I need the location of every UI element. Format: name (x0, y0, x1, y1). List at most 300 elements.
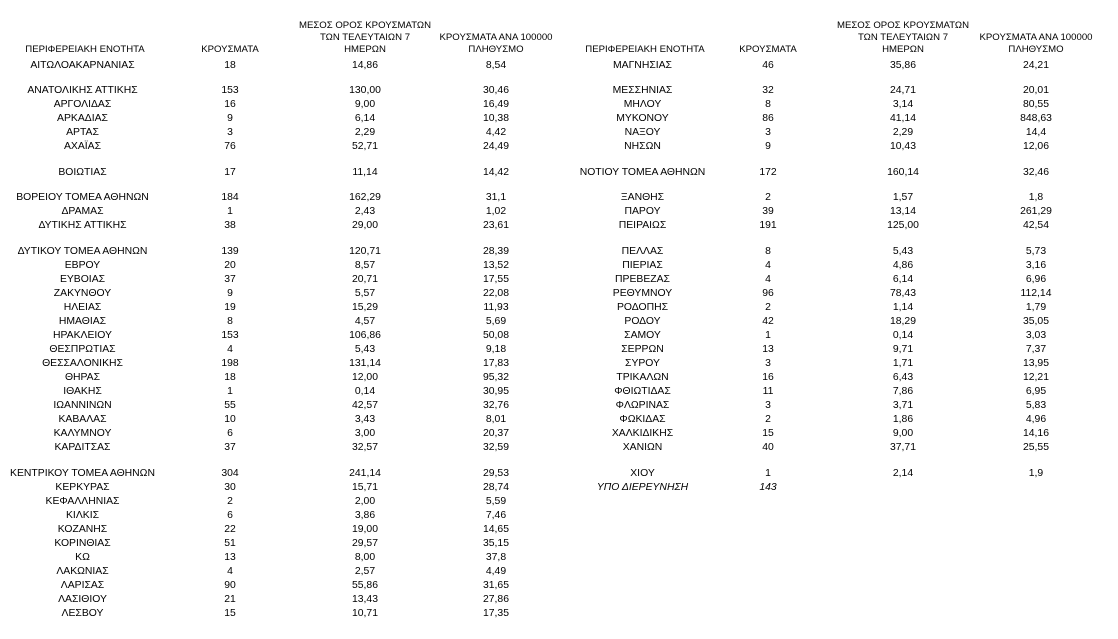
table-row (560, 140, 1118, 153)
cell-cases: 15 (224, 608, 236, 619)
table-row (0, 259, 560, 272)
cell-avg7: 8,57 (354, 260, 376, 271)
cell-region: ΣΑΜΟΥ (624, 330, 661, 341)
table-row (560, 343, 1118, 356)
cell-per100k: 24,21 (1022, 60, 1049, 71)
cell-avg7: 130,00 (349, 85, 381, 96)
cell-cases: 172 (759, 167, 777, 178)
table-row (560, 259, 1118, 272)
table-row (0, 551, 560, 564)
cell-per100k: 95,32 (482, 372, 509, 383)
cell-cases: 37 (224, 442, 236, 453)
cell-per100k: 22,08 (482, 288, 509, 299)
cell-region: ΑΡΤΑΣ (66, 127, 99, 138)
cell-cases: 39 (762, 206, 774, 217)
table-row (0, 126, 560, 139)
table-row (560, 287, 1118, 300)
cell-per100k: 50,08 (482, 330, 509, 341)
cell-per100k: 20,01 (1022, 85, 1049, 96)
cell-region: ΗΡΑΚΛΕΙΟΥ (53, 330, 112, 341)
cell-region: ΧΙΟΥ (630, 468, 655, 479)
cell-region: ΦΘΙΩΤΙΔΑΣ (614, 386, 671, 397)
cell-avg7: 1,71 (892, 358, 914, 369)
cell-cases: 8 (765, 99, 771, 110)
cell-per100k: 8,54 (485, 60, 507, 71)
cell-per100k: 31,1 (485, 192, 507, 203)
cell-avg7: 160,14 (887, 167, 919, 178)
table-row (560, 112, 1118, 125)
cell-cases: 2 (227, 496, 233, 507)
cell-cases: 1 (765, 468, 771, 479)
cell-region: ΛΑΣΙΘΙΟΥ (58, 594, 107, 605)
cell-avg7: 4,86 (892, 260, 914, 271)
cell-cases: 11 (762, 386, 774, 397)
header-per100k: ΚΡΟΥΣΜΑΤΑ ΑΝΑ 100000 ΠΛΗΘΥΣΜΟ (979, 32, 1093, 55)
cell-region: ΜΥΚΟΝΟΥ (616, 113, 669, 124)
cell-per100k: 13,95 (1022, 358, 1049, 369)
cell-region: ΠΕΙΡΑΙΩΣ (618, 220, 667, 231)
table-row (560, 399, 1118, 412)
cell-per100k: 848,63 (1020, 113, 1052, 124)
cell-per100k: 35,15 (482, 538, 509, 549)
header-cases: ΚΡΟΥΣΜΑΤΑ (739, 44, 797, 55)
cell-region: ΙΘΑΚΗΣ (63, 386, 102, 397)
cell-avg7: 3,00 (354, 428, 376, 439)
cell-per100k: 4,96 (1025, 414, 1047, 425)
cell-cases: 10 (224, 414, 236, 425)
table-row (0, 495, 560, 508)
cell-avg7: 29,00 (351, 220, 378, 231)
cell-cases: 13 (762, 344, 774, 355)
cell-region: ΑΙΤΩΛΟΑΚΑΡΝΑΝΙΑΣ (30, 60, 135, 71)
cell-cases: 2 (765, 302, 771, 313)
cell-per100k: 4,42 (485, 127, 507, 138)
table-row (560, 371, 1118, 384)
cell-avg7: 5,57 (354, 288, 376, 299)
cell-per100k: 5,73 (1025, 246, 1047, 257)
cell-per100k: 1,79 (1025, 302, 1047, 313)
cell-region: ΡΟΔΟΠΗΣ (616, 302, 669, 313)
cell-cases: 46 (762, 60, 774, 71)
header-cases: ΚΡΟΥΣΜΑΤΑ (201, 44, 259, 55)
cell-per100k: 3,16 (1025, 260, 1047, 271)
cell-avg7: 18,29 (889, 316, 916, 327)
cell-region: ΔΥΤΙΚΟΥ ΤΟΜΕΑ ΑΘΗΝΩΝ (17, 246, 148, 257)
cell-avg7: 9,00 (892, 428, 914, 439)
cell-cases: 3 (765, 358, 771, 369)
cell-cases: 1 (765, 330, 771, 341)
table-row (0, 166, 560, 179)
cell-avg7: 29,57 (351, 538, 378, 549)
cell-avg7: 35,86 (889, 60, 916, 71)
table-row (0, 140, 560, 153)
cell-per100k: 14,16 (1022, 428, 1049, 439)
cell-cases: 304 (221, 468, 239, 479)
cell-cases: 2 (765, 414, 771, 425)
cell-cases: 40 (762, 442, 774, 453)
cell-cases: 3 (227, 127, 233, 138)
cell-region: ΛΑΡΙΣΑΣ (60, 580, 105, 591)
header-region: ΠΕΡΙΦΕΡΕΙΑΚΗ ΕΝΟΤΗΤΑ (25, 44, 145, 55)
cell-region: ΑΡΚΑΔΙΑΣ (57, 113, 108, 124)
table-row (560, 219, 1118, 232)
cell-region: ΣΥΡΟΥ (625, 358, 660, 369)
cell-per100k: 1,8 (1028, 192, 1044, 203)
cell-cases: 42 (762, 316, 774, 327)
cell-region: ΦΩΚΙΔΑΣ (619, 414, 666, 425)
cell-per100k: 17,83 (482, 358, 509, 369)
cell-avg7: 120,71 (349, 246, 381, 257)
table-row (560, 467, 1118, 480)
table-row (0, 427, 560, 440)
cell-region: ΝΑΞΟΥ (624, 127, 661, 138)
cell-per100k: 17,55 (482, 274, 509, 285)
cell-avg7: 3,43 (354, 414, 376, 425)
table-row (0, 607, 560, 620)
table-row (0, 315, 560, 328)
cell-region: ΜΗΛΟΥ (623, 99, 662, 110)
cell-cases: 1 (227, 206, 233, 217)
cell-cases: 3 (765, 400, 771, 411)
cell-per100k: 13,52 (482, 260, 509, 271)
cell-per100k: 7,37 (1025, 344, 1047, 355)
cell-region: ΕΒΡΟΥ (64, 260, 101, 271)
table-row (0, 219, 560, 232)
cell-region: ΠΡΕΒΕΖΑΣ (615, 274, 670, 285)
cell-region: ΑΝΑΤΟΛΙΚΗΣ ΑΤΤΙΚΗΣ (27, 85, 138, 96)
table-row (0, 593, 560, 606)
cell-per100k: 17,35 (482, 608, 509, 619)
cell-per100k: 5,59 (485, 496, 507, 507)
table-row (560, 329, 1118, 342)
cell-per100k: 37,8 (485, 552, 507, 563)
cell-per100k: 9,18 (485, 344, 507, 355)
cell-per100k: 35,05 (1022, 316, 1049, 327)
cell-avg7: 5,43 (354, 344, 376, 355)
right-table (560, 0, 1118, 639)
cell-region: ΞΑΝΘΗΣ (620, 192, 665, 203)
cell-cases: 37 (224, 274, 236, 285)
cell-cases: 4 (765, 260, 771, 271)
cell-per100k: 31,65 (482, 580, 509, 591)
cell-per100k: 24,49 (482, 141, 509, 152)
cell-avg7: 9,71 (892, 344, 914, 355)
table-row (0, 509, 560, 522)
cell-avg7: 1,14 (892, 302, 914, 313)
table-row (0, 273, 560, 286)
cell-region: ΕΥΒΟΙΑΣ (59, 274, 106, 285)
table-row (560, 357, 1118, 370)
cell-avg7: 0,14 (354, 386, 376, 397)
cell-cases: 8 (765, 246, 771, 257)
cell-cases: 32 (762, 85, 774, 96)
cell-per100k: 112,14 (1020, 288, 1052, 299)
cell-per100k: 11,93 (483, 302, 509, 313)
cell-per100k: 32,59 (482, 442, 509, 453)
cell-avg7: 2,00 (354, 496, 376, 507)
cell-region: ΧΑΛΚΙΔΙΚΗΣ (611, 428, 674, 439)
cell-cases: 9 (227, 288, 233, 299)
cell-cases: 6 (227, 510, 233, 521)
cell-avg7: 2,14 (892, 468, 914, 479)
cell-per100k: 80,55 (1022, 99, 1049, 110)
table-row (0, 523, 560, 536)
table-row (560, 301, 1118, 314)
cell-cases: 19 (224, 302, 236, 313)
cell-avg7: 42,57 (351, 400, 378, 411)
cell-cases: 191 (759, 220, 777, 231)
cell-region: ΤΡΙΚΑΛΩΝ (616, 372, 669, 383)
cell-avg7: 4,57 (354, 316, 376, 327)
cell-region: ΗΜΑΘΙΑΣ (58, 316, 107, 327)
cell-per100k: 1,02 (485, 206, 507, 217)
cell-cases: 22 (224, 524, 236, 535)
cell-cases: 13 (224, 552, 236, 563)
table-row (560, 59, 1118, 72)
cell-avg7: 9,00 (354, 99, 376, 110)
table-row (0, 84, 560, 97)
table-row (0, 385, 560, 398)
cell-per100k: 14,42 (482, 167, 509, 178)
cell-per100k: 14,4 (1025, 127, 1047, 138)
cell-region: ΚΑΛΥΜΝΟΥ (53, 428, 112, 439)
cell-per100k: 14,65 (482, 524, 509, 535)
cell-region: ΘΕΣΠΡΩΤΙΑΣ (49, 344, 116, 355)
table-row (0, 399, 560, 412)
cell-cases: 153 (221, 85, 239, 96)
cell-per100k: 20,37 (482, 428, 509, 439)
cell-region: ΚΕΦΑΛΛΗΝΙΑΣ (45, 496, 120, 507)
cell-region: ΑΧΑΪΑΣ (63, 141, 102, 152)
table-row (560, 166, 1118, 179)
table-row (0, 287, 560, 300)
cell-avg7: 37,71 (889, 442, 916, 453)
cell-region: ΜΕΣΣΗΝΙΑΣ (612, 85, 673, 96)
cell-avg7: 14,86 (351, 60, 378, 71)
cell-per100k: 32,76 (482, 400, 509, 411)
cell-avg7: 41,14 (889, 113, 916, 124)
cell-avg7: 52,71 (351, 141, 378, 152)
cell-avg7: 24,71 (889, 85, 916, 96)
cell-per100k: 42,54 (1022, 220, 1049, 231)
cell-cases: 55 (224, 400, 236, 411)
table-row (0, 59, 560, 72)
cell-avg7: 55,86 (351, 580, 378, 591)
table-row (560, 427, 1118, 440)
table-row (560, 245, 1118, 258)
cell-avg7: 125,00 (887, 220, 919, 231)
cell-avg7: 1,57 (892, 192, 914, 203)
cell-cases: 76 (224, 141, 236, 152)
cell-cases: 51 (224, 538, 236, 549)
cell-cases: 18 (224, 60, 236, 71)
cell-avg7: 15,29 (351, 302, 378, 313)
cell-per100k: 28,74 (482, 482, 509, 493)
cell-avg7: 2,29 (892, 127, 914, 138)
cell-cases: 18 (224, 372, 236, 383)
cell-region: ΧΑΝΙΩΝ (622, 442, 663, 453)
cell-region: ΖΑΚΥΝΘΟΥ (53, 288, 112, 299)
table-row (0, 537, 560, 550)
cell-cases: 9 (765, 141, 771, 152)
cell-cases: 198 (221, 358, 239, 369)
cell-region: ΚΑΡΔΙΤΣΑΣ (54, 442, 111, 453)
cell-cases: 16 (762, 372, 774, 383)
cell-per100k: 27,86 (482, 594, 509, 605)
cell-region: ΚΑΒΑΛΑΣ (58, 414, 107, 425)
cell-avg7: 6,43 (892, 372, 914, 383)
cell-region: ΥΠΟ ΔΙΕΡΕΥΝΗΣΗ (596, 482, 689, 493)
cell-cases: 139 (221, 246, 239, 257)
cell-avg7: 15,71 (351, 482, 378, 493)
cell-avg7: 3,71 (892, 400, 914, 411)
table-row (0, 329, 560, 342)
cell-region: ΦΛΩΡΙΝΑΣ (615, 400, 670, 411)
cell-avg7: 241,14 (349, 468, 381, 479)
cell-per100k: 10,38 (482, 113, 509, 124)
cell-cases: 9 (227, 113, 233, 124)
cell-avg7: 3,86 (354, 510, 376, 521)
cell-cases: 2 (765, 192, 771, 203)
cell-avg7: 8,00 (354, 552, 376, 563)
cell-per100k: 5,83 (1025, 400, 1047, 411)
table-row (560, 413, 1118, 426)
table-row (560, 205, 1118, 218)
cell-per100k: 32,46 (1022, 167, 1049, 178)
header-avg7: ΜΕΣΟΣ ΟΡΟΣ ΚΡΟΥΣΜΑΤΩΝ ΤΩΝ ΤΕΛΕΥΤΑΙΩΝ 7 ΗΜΕΡΩΝ (298, 20, 432, 55)
cell-cases: 8 (227, 316, 233, 327)
table-row (0, 357, 560, 370)
cell-cases: 6 (227, 428, 233, 439)
table-row (0, 191, 560, 204)
cell-cases: 21 (224, 594, 236, 605)
cell-avg7: 106,86 (349, 330, 381, 341)
cell-avg7: 131,14 (349, 358, 381, 369)
table-row (560, 84, 1118, 97)
table-row (0, 245, 560, 258)
cell-region: ΔΥΤΙΚΗΣ ΑΤΤΙΚΗΣ (38, 220, 127, 231)
cell-region: ΚΟΡΙΝΘΙΑΣ (54, 538, 111, 549)
cell-region: ΒΟΡΕΙΟΥ ΤΟΜΕΑ ΑΘΗΝΩΝ (16, 192, 149, 203)
cell-region: ΘΕΣΣΑΛΟΝΙΚΗΣ (42, 358, 123, 369)
cell-avg7: 1,86 (892, 414, 914, 425)
cell-cases: 184 (221, 192, 239, 203)
cell-cases: 4 (227, 344, 233, 355)
table-row (0, 481, 560, 494)
cell-avg7: 0,14 (892, 330, 914, 341)
cell-region: ΚΩ (75, 552, 90, 563)
cell-region: ΚΟΖΑΝΗΣ (57, 524, 108, 535)
cell-region: ΚΕΝΤΡΙΚΟΥ ΤΟΜΕΑ ΑΘΗΝΩΝ (10, 468, 155, 479)
cell-region: ΝΗΣΩΝ (624, 141, 661, 152)
cell-region: ΚΙΛΚΙΣ (66, 510, 99, 521)
cell-avg7: 162,29 (349, 192, 381, 203)
cell-cases: 1 (227, 386, 233, 397)
table-row (0, 205, 560, 218)
cell-per100k: 3,03 (1025, 330, 1047, 341)
cell-avg7: 19,00 (351, 524, 378, 535)
cell-per100k: 6,96 (1025, 274, 1047, 285)
table-row (0, 343, 560, 356)
cell-region: ΗΛΕΙΑΣ (63, 302, 102, 313)
table-row (560, 273, 1118, 286)
cell-avg7: 2,43 (354, 206, 376, 217)
cell-region: ΝΟΤΙΟΥ ΤΟΜΕΑ ΑΘΗΝΩΝ (579, 167, 706, 178)
cell-region: ΑΡΓΟΛΙΔΑΣ (53, 99, 112, 110)
cell-cases: 17 (224, 167, 236, 178)
cell-avg7: 10,71 (351, 608, 378, 619)
header-per100k: ΚΡΟΥΣΜΑΤΑ ΑΝΑ 100000 ΠΛΗΘΥΣΜΟ (439, 32, 553, 55)
cell-avg7: 12,00 (351, 372, 378, 383)
cell-per100k: 5,69 (485, 316, 507, 327)
cell-avg7: 78,43 (889, 288, 916, 299)
cell-cases: 16 (224, 99, 236, 110)
cell-avg7: 11,14 (352, 167, 378, 178)
cell-region: ΒΟΙΩΤΙΑΣ (58, 167, 107, 178)
cell-region: ΠΑΡΟΥ (624, 206, 661, 217)
header-avg7: ΜΕΣΟΣ ΟΡΟΣ ΚΡΟΥΣΜΑΤΩΝ ΤΩΝ ΤΕΛΕΥΤΑΙΩΝ 7 ΗΜΕΡΩΝ (836, 20, 970, 55)
table-row (0, 441, 560, 454)
cell-region: ΡΟΔΟΥ (624, 316, 661, 327)
cell-per100k: 4,49 (485, 566, 507, 577)
cell-region: ΚΕΡΚΥΡΑΣ (55, 482, 110, 493)
cell-avg7: 6,14 (892, 274, 914, 285)
cell-per100k: 1,9 (1028, 468, 1044, 479)
table-row (560, 98, 1118, 111)
cell-avg7: 10,43 (889, 141, 916, 152)
cell-avg7: 6,14 (354, 113, 376, 124)
cell-region: ΠΙΕΡΙΑΣ (622, 260, 663, 271)
cell-region: ΡΕΘΥΜΝΟΥ (612, 288, 673, 299)
table-row (560, 481, 1118, 494)
table-row (0, 98, 560, 111)
cell-cases: 143 (759, 482, 777, 493)
cell-per100k: 8,01 (485, 414, 507, 425)
cell-avg7: 5,43 (892, 246, 914, 257)
cell-per100k: 261,29 (1020, 206, 1052, 217)
cell-per100k: 7,46 (485, 510, 507, 521)
cell-region: ΔΡΑΜΑΣ (61, 206, 104, 217)
cell-cases: 38 (224, 220, 236, 231)
cell-per100k: 6,95 (1025, 386, 1047, 397)
cell-avg7: 13,43 (351, 594, 378, 605)
cell-region: ΠΕΛΛΑΣ (621, 246, 664, 257)
cell-region: ΣΕΡΡΩΝ (621, 344, 664, 355)
cell-per100k: 28,39 (482, 246, 509, 257)
table-row (0, 565, 560, 578)
table-row (0, 301, 560, 314)
cell-per100k: 29,53 (482, 468, 509, 479)
cell-avg7: 20,71 (351, 274, 378, 285)
cell-avg7: 7,86 (892, 386, 914, 397)
table-row (560, 441, 1118, 454)
cell-avg7: 2,57 (354, 566, 376, 577)
cell-avg7: 3,14 (892, 99, 914, 110)
cell-cases: 3 (765, 127, 771, 138)
table-row (0, 467, 560, 480)
cell-cases: 96 (762, 288, 774, 299)
cell-region: ΛΕΣΒΟΥ (61, 608, 104, 619)
cell-region: ΘΗΡΑΣ (64, 372, 101, 383)
table-row (560, 191, 1118, 204)
cell-cases: 153 (221, 330, 239, 341)
cell-per100k: 12,06 (1022, 141, 1049, 152)
cell-cases: 15 (762, 428, 774, 439)
table-row (560, 385, 1118, 398)
cell-region: ΛΑΚΩΝΙΑΣ (56, 566, 109, 577)
table-row (0, 579, 560, 592)
table-row (0, 413, 560, 426)
